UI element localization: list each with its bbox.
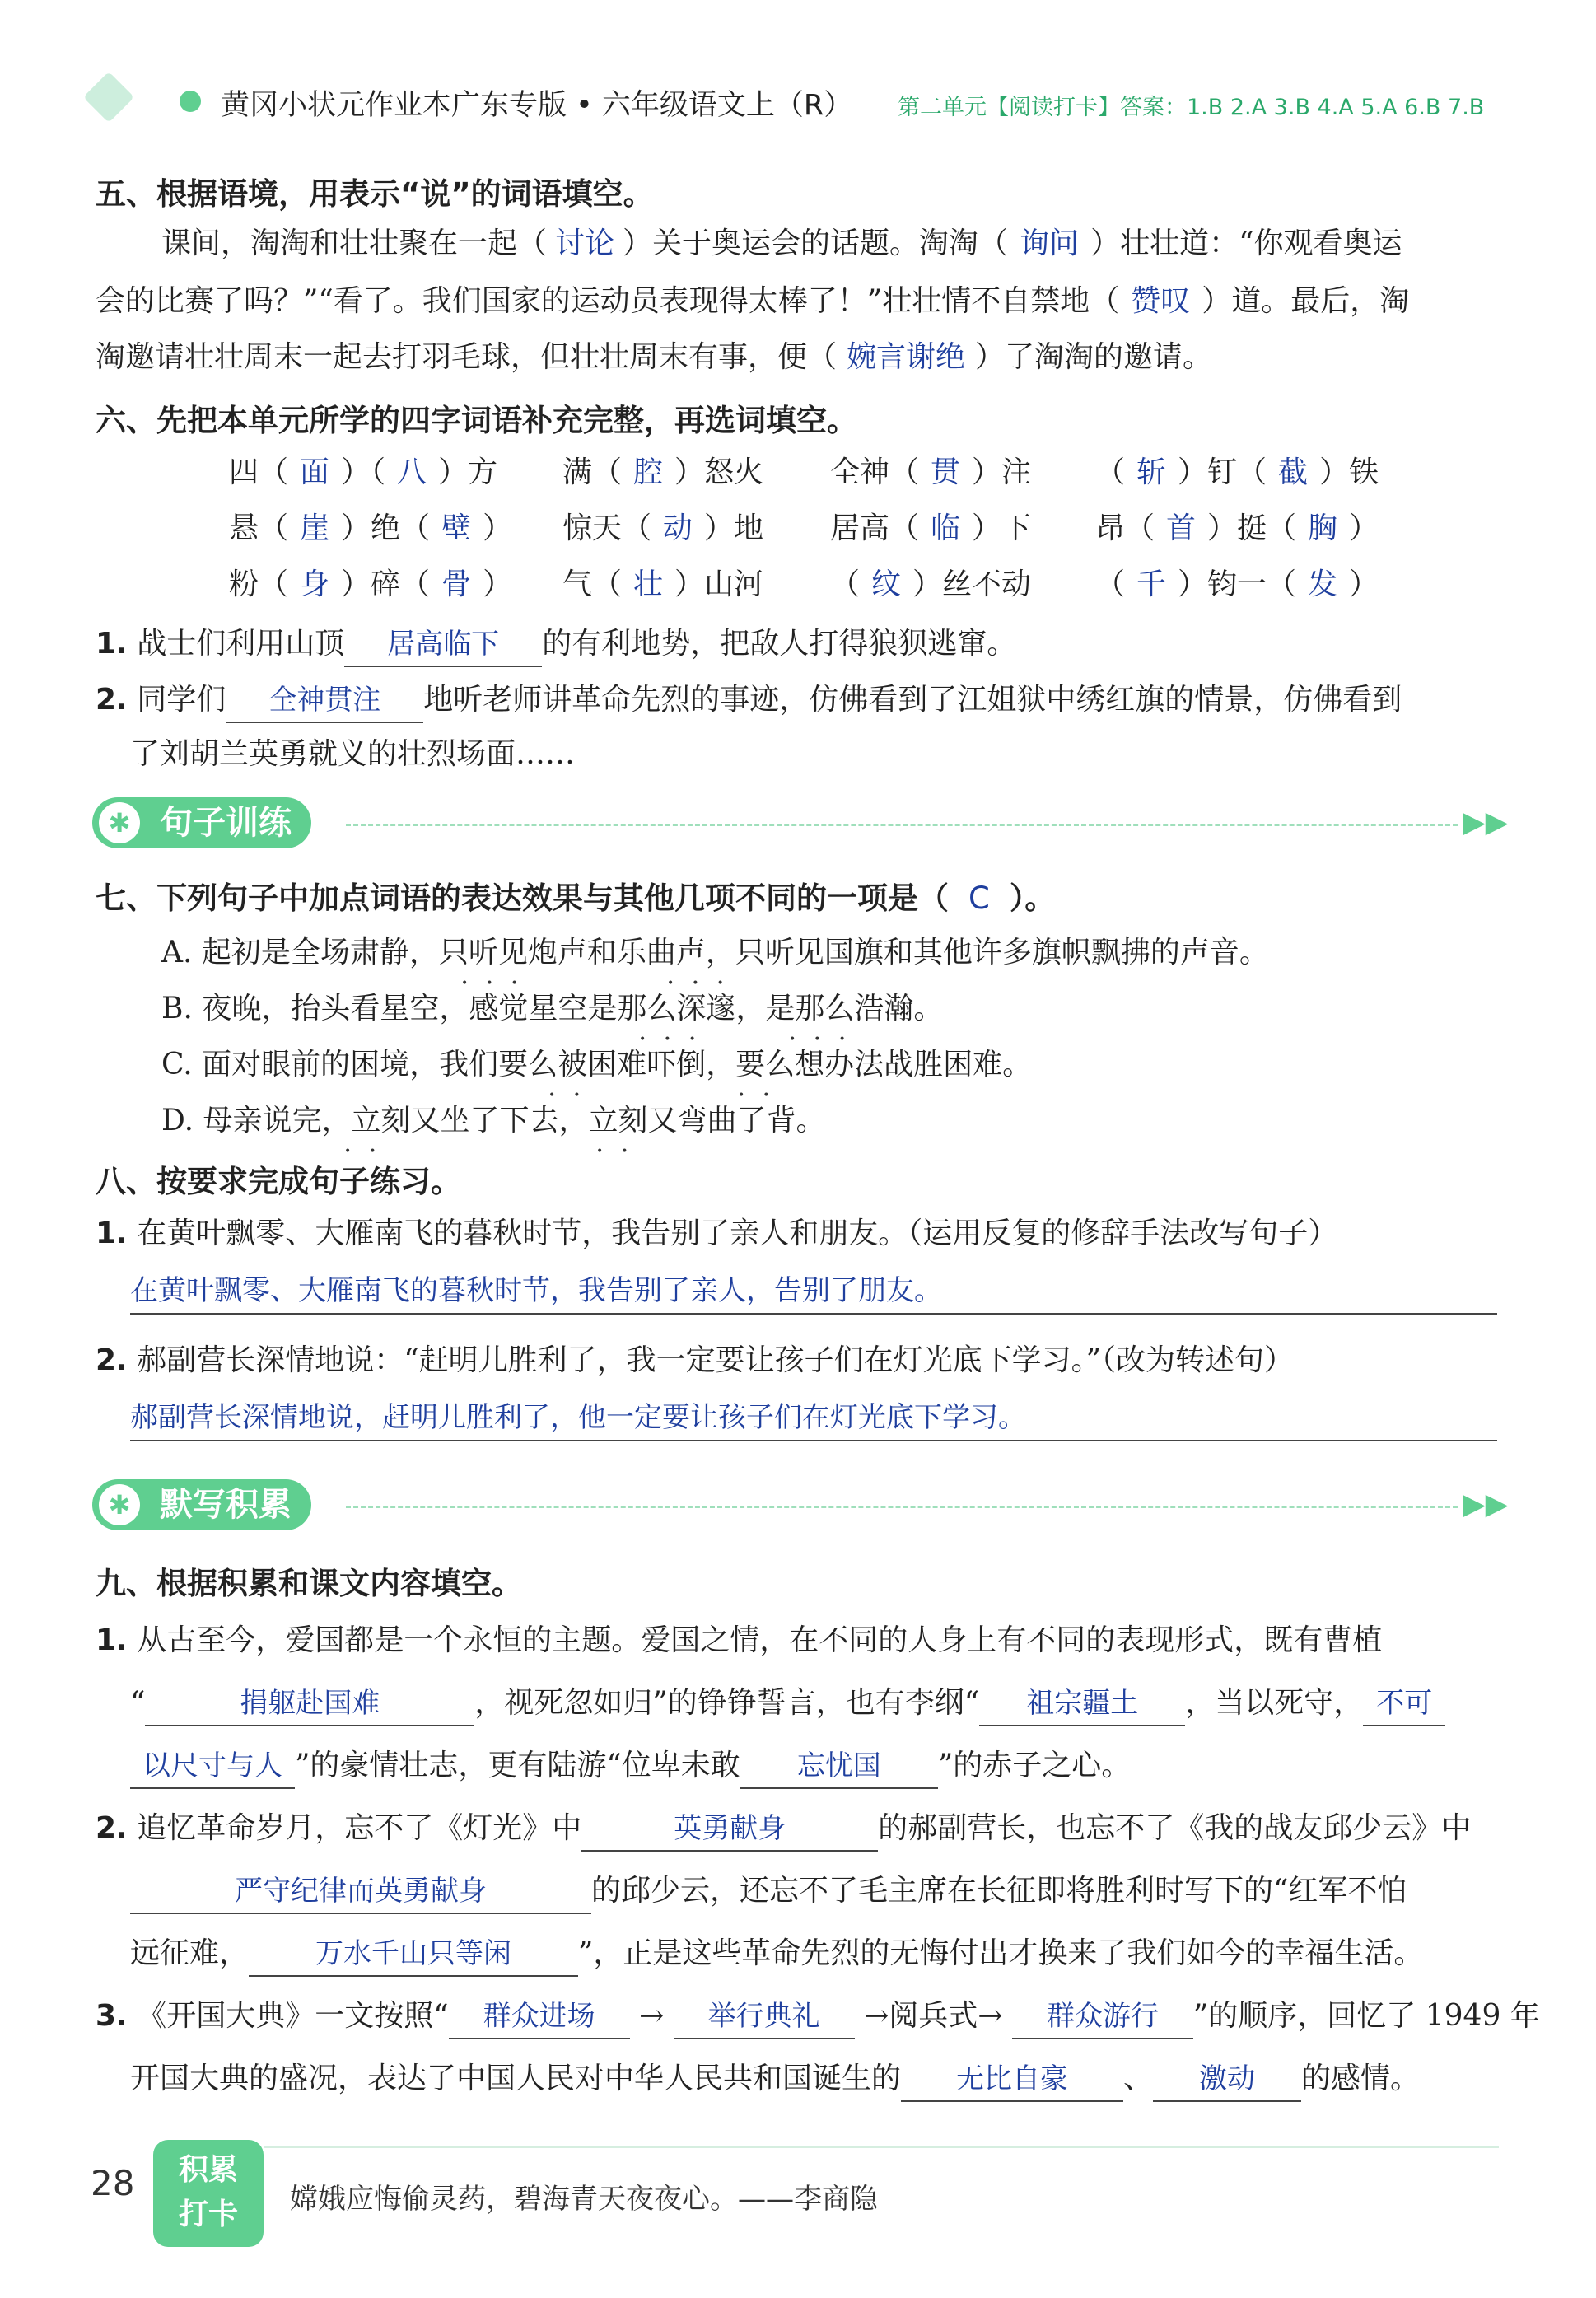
answer-blank[interactable]: 不可 <box>1363 1682 1445 1726</box>
answer-blank[interactable]: 严守纪律而英勇献身 <box>130 1870 591 1914</box>
answer-blank[interactable]: 万水千山只等闲 <box>249 1932 578 1977</box>
section-9-q2-line-2: 严守纪律而英勇献身 的邱少云，还忘不了毛主席在长征即将胜利时写下的“红军不怕 <box>130 1863 1407 1919</box>
emphasis-dots: ••• <box>639 1033 714 1046</box>
answer-blank[interactable]: 八 <box>397 455 427 489</box>
idiom-item: 四（ 面 ）（ 八 ）方 <box>229 455 498 489</box>
answer-blank[interactable]: 举行典礼 <box>674 1995 855 2039</box>
section-6-title: 六、先把本单元所学的四字词语补充完整，再选词填空。 <box>96 403 857 438</box>
header-dot <box>180 91 201 112</box>
section-8-title: 八、按要求完成句子练习。 <box>96 1164 461 1199</box>
section-8-question-1: 1. 在黄叶飘零、大雁南飞的暮秋时节，我告别了亲人和朋友。（运用反复的修辞手法改写句子） <box>96 1217 1338 1250</box>
answer-blank[interactable]: 贯 <box>931 455 961 489</box>
accumulate-badge: 积累 打卡 <box>153 2140 264 2247</box>
emphasis-dots: •• <box>596 1145 646 1158</box>
section-5-line-3: 淘邀请壮壮周末一起去打羽毛球，但壮壮周末有事，便（ 婉言谢绝 ）了淘淘的邀请。 <box>96 340 1213 374</box>
banner-dictation: ✱ 默写积累 <box>92 1479 311 1530</box>
header-title: 黄冈小状元作业本广东专版 • 六年级语文上（R） <box>221 89 853 122</box>
option-a: A. 起初是全场肃静，只听见炮声和乐曲声，只听见国旗和其他许多旗帜飘拂的声音。 <box>161 936 1269 969</box>
answer-blank[interactable]: 赞叹 <box>1131 284 1191 318</box>
answer-blank[interactable]: 千 <box>1136 567 1167 601</box>
section-9-q1-line-3: 以尺寸与人 ”的豪情壮志，更有陆游“位卑未敢 忘忧国 ”的赤子之心。 <box>130 1738 1131 1794</box>
section-9-q3-line-1: 3. 《开国大典》一文按照“ 群众进场 → 举行典礼 →阅兵式→ 群众游行 ”的顺序，回忆了 1949 年 <box>96 1988 1540 2044</box>
answer-blank[interactable]: 壁 <box>441 511 472 545</box>
lightbulb-icon: ✱ <box>99 1484 140 1525</box>
footer-divider <box>264 2146 1499 2148</box>
answer-blank[interactable]: 身 <box>300 567 330 601</box>
option-d: D. 母亲说完，立刻又坐了下去，立刻又弯曲了背。 <box>161 1104 826 1137</box>
answer-blank[interactable]: 临 <box>931 511 961 545</box>
banner-divider <box>346 1506 1458 1508</box>
emphasis-dots: •• <box>548 1089 599 1102</box>
emphasis-dots: ••• <box>461 977 536 990</box>
section-8-question-2: 2. 郝副营长深情地说：“赶明儿胜利了，我一定要让孩子们在灯光底下学习。”（改为转述句） <box>96 1343 1294 1377</box>
answer-blank[interactable]: 面 <box>300 455 330 489</box>
answer-blank[interactable]: 胸 <box>1308 511 1338 545</box>
idiom-item: （ 千 ）钧一（ 发 ） <box>1095 567 1379 601</box>
answer-line[interactable]: 在黄叶飘零、大雁南飞的暮秋时节，我告别了亲人，告别了朋友。 <box>130 1268 1497 1315</box>
idiom-item: 粉（ 身 ）碎（ 骨 ） <box>229 567 513 601</box>
answer-blank[interactable]: 无比自豪 <box>901 2057 1123 2102</box>
double-arrow-icon: ▶▶ <box>1463 1488 1509 1521</box>
answer-blank[interactable]: 斩 <box>1136 455 1167 489</box>
banner-divider <box>346 824 1458 826</box>
section-5-line-2: 会的比赛了吗？”“看了。我们国家的运动员表现得太棒了！”壮壮情不自禁地（ 赞叹 ）道。最后，淘 <box>96 284 1410 318</box>
section-6-question-2: 2. 同学们 全神贯注 地听老师讲革命先烈的事迹，仿佛看到了江姐狱中绣红旗的情景，仿佛看到 <box>96 672 1402 728</box>
idiom-item: （ 斩 ）钉（ 截 ）铁 <box>1095 455 1379 489</box>
answer-blank[interactable]: 截 <box>1278 455 1309 489</box>
header-logo <box>83 72 134 123</box>
answer-blank[interactable]: 祖宗疆土 <box>979 1682 1185 1726</box>
section-9-title: 九、根据积累和课文内容填空。 <box>96 1566 522 1601</box>
answer-blank[interactable]: 激动 <box>1153 2057 1301 2102</box>
answer-line[interactable]: 郝副营长深情地说，赶明儿胜利了，他一定要让孩子们在灯光底下学习。 <box>130 1395 1497 1441</box>
answer-blank[interactable]: 以尺寸与人 <box>130 1745 295 1789</box>
emphasis-dots: ••• <box>667 977 742 990</box>
section-6-question-2-cont: 了刘胡兰英勇就义的壮烈场面…… <box>130 737 576 771</box>
answer-blank[interactable]: 询问 <box>1020 227 1080 260</box>
answer-blank[interactable]: 首 <box>1166 511 1197 545</box>
footer-quote: 嫦娥应悔偷灵药，碧海青天夜夜心。——李商隐 <box>290 2183 878 2216</box>
answer-blank[interactable]: 英勇献身 <box>581 1807 878 1852</box>
section-9-q1-line-2: “ 捐躯赴国难 ，视死忽如归”的铮铮誓言，也有李纲“ 祖宗疆土 ，当以死守， 不可 <box>130 1675 1445 1731</box>
idiom-item: 满（ 腔 ）怒火 <box>562 455 764 489</box>
answer-blank[interactable]: 群众游行 <box>1012 1995 1193 2039</box>
answer-blank[interactable]: 讨论 <box>555 227 615 260</box>
answer-blank[interactable]: 群众进场 <box>449 1995 630 2039</box>
answer-blank[interactable]: 纹 <box>871 567 902 601</box>
section-9-q2-line-1: 2. 追忆革命岁月，忘不了《灯光》中 英勇献身 的郝副营长，也忘不了《我的战友邱少云》中 <box>96 1801 1471 1857</box>
lightbulb-icon: ✱ <box>99 802 140 843</box>
section-9-q3-line-2: 开国大典的盛况，表达了中国人民对中华人民共和国诞生的 无比自豪 、 激动 的感情。 <box>130 2051 1420 2107</box>
section-6-question-1: 1. 战士们利用山顶 居高临下 的有利地势，把敌人打得狼狈逃窜。 <box>96 616 1016 672</box>
idiom-item: （ 纹 ）丝不动 <box>830 567 1032 601</box>
answer-blank[interactable]: 全神贯注 <box>226 679 423 723</box>
section-9-q2-line-3: 远征难， 万水千山只等闲 ”，正是这些革命先烈的无悔付出才换来了我们如今的幸福生活。 <box>130 1926 1423 1982</box>
answer-blank[interactable]: 骨 <box>441 567 472 601</box>
double-arrow-icon: ▶▶ <box>1463 806 1509 839</box>
answer-blank[interactable]: 动 <box>663 511 693 545</box>
idiom-grid <box>229 445 1464 618</box>
option-c: C. 面对眼前的困境，我们要么被困难吓倒，要么想办法战胜困难。 <box>161 1048 1033 1081</box>
idiom-item: 悬（ 崖 ）绝（ 壁 ） <box>229 511 513 545</box>
answer-blank[interactable]: C <box>968 880 990 916</box>
option-b: B. 夜晚，抬头看星空，感觉星空是那么深邃，是那么浩瀚。 <box>161 992 944 1025</box>
answer-blank[interactable]: 婉言谢绝 <box>847 340 966 374</box>
section-9-q1-line-1: 1. 从古至今，爱国都是一个永恒的主题。爱国之情，在不同的人身上有不同的表现形式，既有曹植 <box>96 1623 1383 1657</box>
idiom-item: 气（ 壮 ）山河 <box>562 567 764 601</box>
header-answers: 第二单元【阅读打卡】答案：1.B 2.A 3.B 4.A 5.A 6.B 7.B <box>898 95 1485 120</box>
answer-blank[interactable]: 忘忧国 <box>740 1745 938 1789</box>
answer-blank[interactable]: 崖 <box>300 511 330 545</box>
banner-sentence-training: ✱ 句子训练 <box>92 797 311 848</box>
emphasis-dots: •• <box>344 1145 394 1158</box>
idiom-item: 昂（ 首 ）挺（ 胸 ） <box>1095 511 1379 545</box>
section-5-title: 五、根据语境，用表示“说”的词语填空。 <box>96 176 654 212</box>
page-number: 28 <box>91 2163 135 2203</box>
idiom-item: 全神（ 贯 ）注 <box>830 455 1032 489</box>
idiom-item: 居高（ 临 ）下 <box>830 511 1032 545</box>
idiom-item: 惊天（ 动 ）地 <box>562 511 764 545</box>
emphasis-dots: ••• <box>789 1033 864 1046</box>
answer-blank[interactable]: 壮 <box>633 567 664 601</box>
answer-blank[interactable]: 腔 <box>633 455 664 489</box>
section-5-line-1: 课间，淘淘和壮壮聚在一起（ 讨论 ）关于奥运会的话题。淘淘（ 询问 ）壮壮道：“你观看奥运 <box>161 227 1402 260</box>
answer-blank[interactable]: 捐躯赴国难 <box>145 1682 474 1726</box>
section-7-title: 七、下列句子中加点词语的表达效果与其他几项不同的一项是（ C ）。 <box>96 880 1056 916</box>
answer-blank[interactable]: 居高临下 <box>344 623 542 667</box>
emphasis-dots: •• <box>738 1089 788 1102</box>
answer-blank[interactable]: 发 <box>1308 567 1338 601</box>
